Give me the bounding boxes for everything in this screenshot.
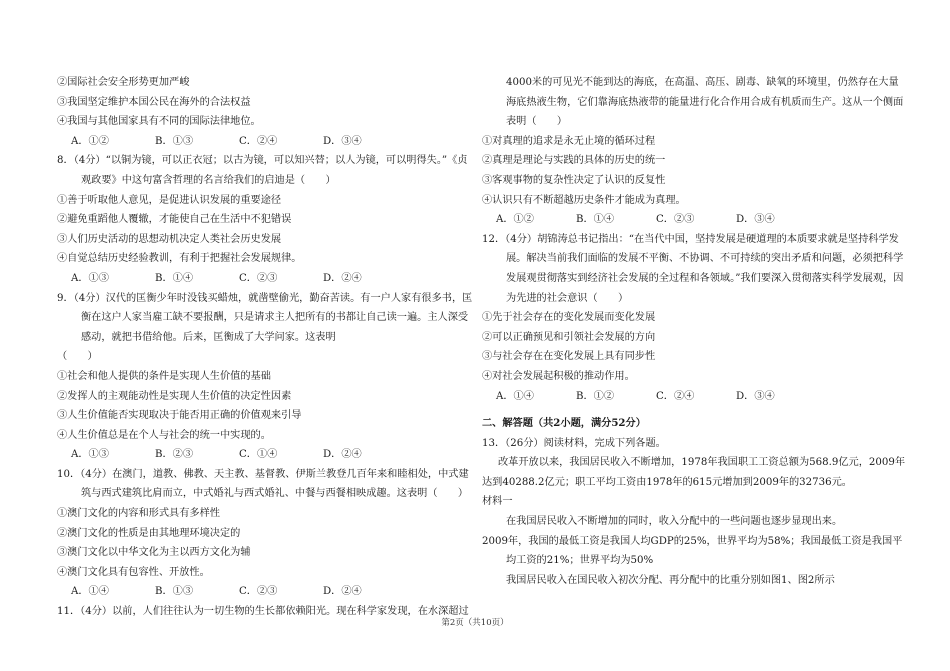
q11-option-b: B．①④ [576,214,615,226]
q8-option-a: A．①③ [71,272,109,284]
q12-item-2: ②可以正确预见和引领社会发展的方向 [482,331,656,343]
q8-item-1: ①善于听取他人意见，是促进认识发展的重要途径 [57,194,282,206]
q11-item-2: ②真理是理论与实践的具体的历史的统一 [482,155,666,167]
q10-option-a: A．①④ [71,586,109,598]
q11-option-c: C．②③ [656,214,695,226]
q10-item-4: ④澳门文化具有包容性、开放性。 [57,566,210,578]
q12-item-4: ④对社会发展起积极的推动作用。 [482,370,635,382]
q13-paragraph-4: 我国居民收入在国民收入初次分配、再分配中的比重分别如图1、图2所示 [506,574,835,586]
q10-item-3: ③澳门文化以中华文化为主以西方文化为辅 [57,547,251,559]
q8-options [57,269,473,289]
q8-item-2: ②避免重蹈他人覆辙，才能使自己在生活中不犯错误 [57,214,292,226]
q9-option-b: B．②③ [155,449,194,461]
q7-options [57,132,473,152]
right-column [482,73,908,590]
q7-option-c: C．②④ [239,135,278,147]
q10-stem: 10．（4分）在澳门，道教、佛教、天主教、基督教、伊斯兰教登几百年来和睦相处，中式建筑与西式建筑比肩而立，中式婚礼与西式婚礼、中餐与西餐相映成趣。这表明（ ） [57,468,469,500]
q12-item-3: ③与社会存在在变化发展上具有同步性 [482,351,656,363]
q13-stem: 13．（26分）阅读材料，完成下列各题。 [482,437,666,449]
q11-item-3: ③客观事物的复杂性决定了认识的反复性 [482,174,666,186]
q7-item-3: ③我国坚定维护本国公民在海外的合法权益 [57,96,251,108]
section-title: 二、解答题（共2小题，满分52分） [482,417,646,430]
q12-option-c: C．②④ [656,390,695,402]
q7-item-2: ②国际社会安全形势更加严峻 [57,77,190,88]
q9-stem: 9．（4分）汉代的匡衡少年时没钱买蜡烛，就凿壁偷光，勤奋苦读。有一户人家有很多书，匡衡在这户人家当雇工缺不要报酬，只是请求主人把所有的书都让自己读一遍。主人深受感动，就把书借给他。后来，匡衡成了大学问家。这表明 [57,292,473,343]
q9-item-4: ④人生价值总是在个人与社会的统一中实现的。 [57,429,271,441]
q12-option-d: D．③④ [736,390,775,402]
q8-option-b: B．①④ [155,272,194,284]
q10-options [57,582,473,602]
q13-paragraph-2: 在我国居民收入不断增加的同时，收入分配中的一些问题也逐步显现出来。 [506,516,843,528]
q8-stem: 8．（4分）“以铜为镜，可以正衣冠；以古为镜，可以知兴替；以人为镜，可以明得失。”《贞观政要》中这句富含哲理的名言给我们的启迪是（ ） [57,155,468,186]
q10-option-d: D．②④ [323,586,362,598]
q9-item-1: ①社会和他人提供的条件是实现人生价值的基础 [57,370,271,382]
q9-option-d: D．②④ [323,449,362,461]
q10-item-2: ②澳门文化的性质是由其地理环境决定的 [57,527,241,539]
q7-item-4: ④我国与其他国家具有不同的国际法律地位。 [57,116,261,128]
q10-option-c: C．②③ [239,586,278,598]
q11-continuation: 4000米的可见光不能到达的海底，在高温、高压、剧毒、缺氧的环境里，仍然存在大量海底热液生物，它们靠海底热液带的能量进行化合作用合成有机质而生产。这从一个侧面表明（ ） [506,77,904,128]
q9-option-a: A．①③ [71,449,109,461]
page-footer: 第2页（共10页） [441,618,509,628]
q11-option-d: D．③④ [736,214,775,226]
q7-option-d: D．③④ [323,135,362,147]
q11-item-1: ①对真理的追求是永无止境的循环过程 [482,135,656,147]
q9-options [57,445,473,465]
q9-paren: （ ） [57,351,98,363]
q12-option-a: A．①④ [496,390,534,402]
material-label: 材料一 [482,496,513,508]
q7-option-b: B．①③ [155,135,194,147]
q13-paragraph-3: 2009年，我国的最低工资是我国人均GDP的25%，世界平均为58%；我国最低工资是我国平均工资的21%；世界平均为50% [482,535,903,567]
left-column [57,73,473,622]
q9-item-2: ②发挥人的主观能动性是实现人生价值的决定性因素 [57,390,292,402]
q7-option-a: A．①② [71,135,109,147]
q12-option-b: B．①② [576,390,615,402]
q8-option-d: D．②④ [323,272,362,284]
q10-option-b: B．①③ [155,586,194,598]
q9-item-3: ③人生价值能否实现取决于能否用正确的价值观来引导 [57,410,302,422]
q11-item-4: ④认识只有不断超越历史条件才能成为真理。 [482,194,686,206]
q8-option-c: C．②③ [239,272,278,284]
q13-paragraph-1: 改革开放以来，我国居民收入不断增加，1978年我国职工工资总额为568.9亿元，2009年达到40288.2亿元；职工平均工资由1978年的615元增加到2009年的32736元。 [482,457,906,488]
q12-stem: 12．（4分）胡锦涛总书记指出：“在当代中国，坚持发展是硬道理的本质要求就是坚持科学发展。解决当前我们面临的发展不平衡、不协调、不可持续的突出矛盾和问题，必须把科学发展观贯彻落实到经济社会发展的全过程和各领域。”我们要深入贯彻落实科学发展观，因为先进的社会意识（ ） [482,233,904,304]
q8-item-4: ④自觉总结历史经验教训，有利于把握社会发展规律。 [57,253,302,265]
q12-options [482,387,908,407]
q12-item-1: ①先于社会存在的变化发展而变化发展 [482,312,656,324]
q11-options [482,210,908,230]
q8-item-3: ③人们历史活动的思想动机决定人类社会历史发展 [57,233,282,245]
q10-item-1: ①澳门文化的内容和形式具有多样性 [57,508,220,520]
q9-option-c: C．①④ [239,449,278,461]
q11-option-a: A．①② [496,214,534,226]
q11-stem: 11．（4分）以前，人们往往认为一切生物的生长都依赖阳光。现在科学家发现，在水深超过 [57,606,469,618]
